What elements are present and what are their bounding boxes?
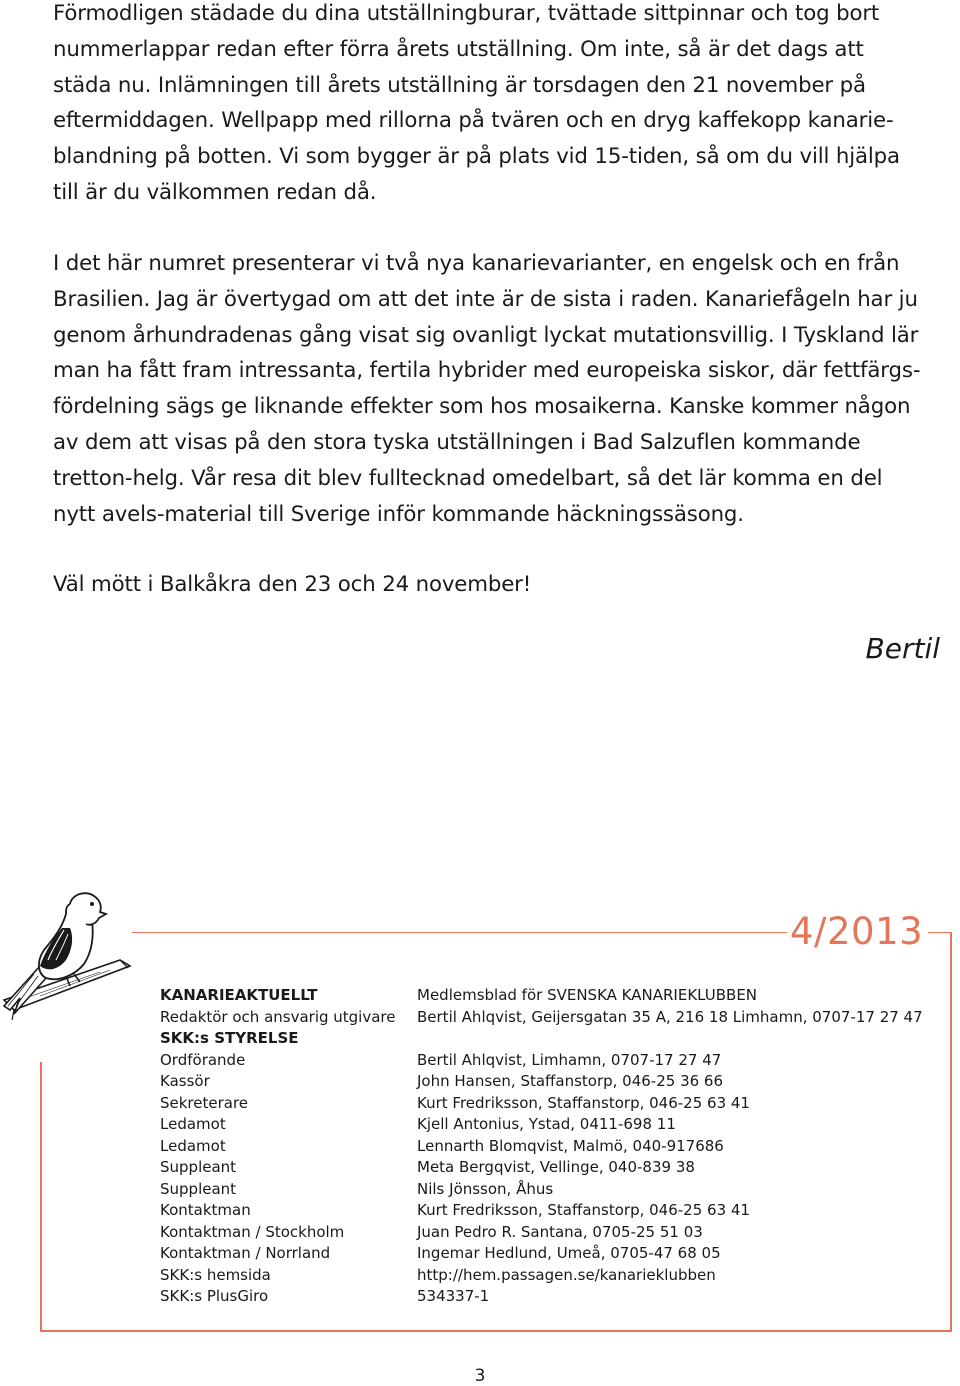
colophon-value: 534337-1: [417, 1287, 490, 1305]
canary-bird-icon: [0, 888, 140, 1038]
colophon-value: Bertil Ahlqvist, Limhamn, 0707-17 27 47: [417, 1050, 722, 1069]
issue-number: 4/2013: [790, 910, 924, 953]
colophon-value: Ingemar Hedlund, Umeå, 0705-47 68 05: [417, 1244, 721, 1262]
colophon-label: Kontaktman / Norrland: [160, 1244, 331, 1262]
colophon-label: Ledamot: [160, 1136, 226, 1155]
colophon-label: SKK:s PlusGiro: [160, 1287, 269, 1305]
body-paragraph-1: Förmodligen städade du dina utställningburar, tvättade sittpinnar och tog bort nummerlappar redan efter förra årets utställning. Om inte, så är det dags att städa nu. Inlämningen till årets utställning är torsdagen den 21 november på eftermiddagen. Wellpapp med rillorna på tvären och en dryg kaffekopp kanarie-blandning på botten. Vi som bygger är på plats vid 15-tiden, så om du vill hjälpa till är du välkommen redan då.: [53, 1, 900, 205]
colophon-value: John Hansen, Staffanstorp, 046-25 36 66: [417, 1072, 724, 1090]
page-number: 3: [474, 1366, 486, 1386]
colophon-row: [160, 1114, 923, 1136]
colophon-label: Sekreterare: [160, 1093, 249, 1112]
colophon-label: SKK:s hemsida: [160, 1265, 271, 1284]
colophon-label: Redaktör och ansvarig utgivare: [160, 1007, 396, 1026]
colophon-row: [160, 1179, 923, 1201]
body-paragraph-2: I det här numret presenterar vi två nya kanarievarianter, en engelsk och en från Brasilien. Jag är övertygad om att det inte är de sista i raden. Kanariefågeln har ju genom århundradenas gång visat sig ovanligt lyckat mutationsvillig. I Tyskland lär man ha fått fram intressanta, fertila hybrider med europeiska siskor, där fettfärgs-fördelning sägs ge liknande effekter som hos mosaikerna. Kanske kommer någon av dem att visas på den stora tyska utställningen i Bad Salzuflen kommande tretton-helg. Vår resa dit blev fulltecknad omedelbart, så det lär komma en del nytt avels-material till Sverige inför kommande häckningssäsong.: [53, 251, 921, 527]
colophon-row: [160, 1071, 923, 1093]
colophon-value: Kurt Fredriksson, Staffanstorp, 046-25 63 41: [417, 1093, 750, 1112]
colophon-label: KANARIEAKTUELLT: [160, 986, 318, 1004]
colophon-value: Medlemsblad för SVENSKA KANARIEKLUBBEN: [417, 986, 758, 1004]
colophon-row: [160, 1093, 923, 1115]
colophon-row: [160, 1286, 923, 1308]
colophon-row: [160, 1157, 923, 1179]
colophon-value: Juan Pedro R. Santana, 0705-25 51 03: [417, 1222, 703, 1241]
colophon-row: [160, 1222, 923, 1244]
colophon-row: [160, 1200, 923, 1222]
colophon-value: Kurt Fredriksson, Staffanstorp, 046-25 63 41: [417, 1201, 750, 1219]
colophon-row: [160, 1136, 923, 1158]
colophon-label: Ordförande: [160, 1050, 246, 1069]
colophon-label: Kontaktman / Stockholm: [160, 1222, 345, 1241]
signature: Bertil: [865, 632, 940, 665]
colophon-row: [160, 985, 923, 1007]
colophon-label: SKK:s STYRELSE: [160, 1029, 299, 1047]
colophon-label: Kontaktman: [160, 1201, 251, 1219]
colophon-label: Suppleant: [160, 1179, 237, 1198]
closing-greeting: Väl mött i Balkåkra den 23 och 24 november!: [53, 572, 532, 597]
colophon-table: [160, 985, 923, 1308]
colophon-row: [160, 1243, 923, 1265]
colophon-value: Nils Jönsson, Åhus: [417, 1179, 554, 1198]
colophon-value: Meta Bergqvist, Vellinge, 040-839 38: [417, 1158, 695, 1176]
colophon-row: [160, 1265, 923, 1287]
colophon-label: Ledamot: [160, 1115, 226, 1133]
colophon-value: Kjell Antonius, Ystad, 0411-698 11: [417, 1115, 676, 1133]
colophon-label: Kassör: [160, 1072, 210, 1090]
colophon-row: [160, 1028, 923, 1050]
colophon-row: [160, 1007, 923, 1029]
colophon-value: Bertil Ahlqvist, Geijersgatan 35 A, 216 18 Limhamn, 0707-17 27 47: [417, 1007, 923, 1026]
colophon-label: Suppleant: [160, 1158, 237, 1176]
colophon-value: http://hem.passagen.se/kanarieklubben: [417, 1265, 716, 1284]
colophon-row: [160, 1050, 923, 1072]
colophon-value: Lennarth Blomqvist, Malmö, 040-917686: [417, 1136, 724, 1155]
